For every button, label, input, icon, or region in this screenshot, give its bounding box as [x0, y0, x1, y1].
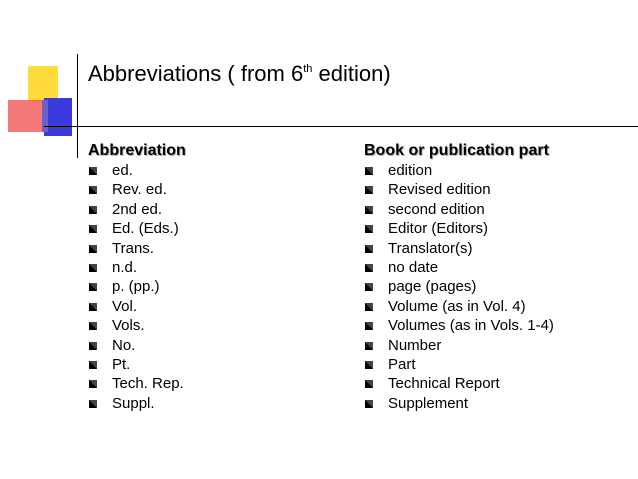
list-item [88, 316, 348, 335]
decorative-red-square [8, 100, 46, 132]
list-item [364, 316, 634, 335]
publication-part-heading: Book or publication part [364, 142, 549, 159]
list-item-text: Suppl. [112, 394, 155, 412]
square-bullet-icon [364, 341, 374, 351]
list-item-text: no date [388, 259, 439, 277]
list-item-text: Part [388, 356, 416, 374]
list-item-text: Tech. Rep. [112, 375, 184, 393]
square-bullet-icon [364, 185, 374, 195]
decorative-vertical-line [77, 54, 78, 158]
square-bullet-icon [88, 282, 98, 292]
title-text-after: edition) [312, 61, 391, 86]
list-item [88, 200, 348, 219]
list-item-text: Supplement [388, 394, 469, 412]
square-bullet-icon [88, 185, 98, 195]
square-bullet-icon [364, 360, 374, 370]
list-item [88, 355, 348, 374]
list-item [364, 336, 634, 355]
square-bullet-icon [364, 321, 374, 331]
title-divider-line [44, 126, 638, 127]
list-item-text: Technical Report [388, 375, 500, 393]
square-bullet-icon [88, 379, 98, 389]
list-item [364, 258, 634, 277]
list-item-text: Volumes (as in Vols. 1-4) [388, 317, 554, 335]
decorative-yellow-square [28, 66, 58, 102]
list-item-text: page (pages) [388, 278, 477, 296]
list-item-text: No. [112, 336, 136, 354]
square-bullet-icon [364, 244, 374, 254]
square-bullet-icon [88, 224, 98, 234]
list-item [88, 374, 348, 393]
list-item [364, 200, 634, 219]
list-item-text: Number [388, 336, 442, 354]
list-item [88, 297, 348, 316]
list-item-text: Ed. (Eds.) [112, 220, 179, 238]
square-bullet-icon [364, 282, 374, 292]
list-item [88, 180, 348, 199]
list-item [364, 277, 634, 296]
decorative-purple-strip [42, 100, 48, 132]
square-bullet-icon [88, 321, 98, 331]
decorative-blue-square [44, 98, 72, 136]
list-item [364, 355, 634, 374]
list-item [364, 297, 634, 316]
square-bullet-icon [88, 166, 98, 176]
list-item [364, 180, 634, 199]
list-item-text: n.d. [112, 259, 138, 277]
list-item [88, 336, 348, 355]
publication-part-list [364, 161, 634, 413]
list-item [88, 239, 348, 258]
square-bullet-icon [364, 263, 374, 273]
list-item-text: Editor (Editors) [388, 220, 489, 238]
list-item [364, 161, 634, 180]
list-item-text: Trans. [112, 239, 154, 257]
square-bullet-icon [364, 166, 374, 176]
list-item [364, 219, 634, 238]
list-item-text: second edition [388, 200, 485, 218]
list-item [88, 219, 348, 238]
list-item-text: Pt. [112, 356, 131, 374]
square-bullet-icon [364, 379, 374, 389]
list-item [88, 258, 348, 277]
square-bullet-icon [88, 399, 98, 409]
list-item-text: Vols. [112, 317, 145, 335]
title-superscript: th [303, 63, 313, 75]
square-bullet-icon [364, 399, 374, 409]
list-item-text: Translator(s) [388, 239, 473, 257]
slide-title [88, 60, 391, 88]
square-bullet-icon [364, 224, 374, 234]
square-bullet-icon [88, 341, 98, 351]
square-bullet-icon [88, 263, 98, 273]
list-item [364, 374, 634, 393]
publication-part-column [364, 141, 634, 413]
list-item [88, 161, 348, 180]
abbreviation-heading: Abbreviation [88, 142, 186, 159]
square-bullet-icon [88, 244, 98, 254]
list-item [364, 394, 634, 413]
list-item-text: Vol. [112, 297, 138, 315]
abbreviation-column [88, 141, 348, 413]
square-bullet-icon [88, 205, 98, 215]
list-item [88, 277, 348, 296]
list-item-text: edition [388, 162, 433, 179]
square-bullet-icon [364, 205, 374, 215]
square-bullet-icon [88, 360, 98, 370]
abbreviation-list [88, 161, 348, 413]
square-bullet-icon [364, 302, 374, 312]
list-item-text: Revised edition [388, 181, 491, 199]
list-item [364, 239, 634, 258]
list-item-text: Volume (as in Vol. 4) [388, 297, 526, 315]
list-item-text: ed. [112, 162, 133, 179]
list-item [88, 394, 348, 413]
list-item-text: Rev. ed. [112, 181, 167, 199]
square-bullet-icon [88, 302, 98, 312]
list-item-text: p. (pp.) [112, 278, 160, 296]
list-item-text: 2nd ed. [112, 200, 163, 218]
title-text-before: Abbreviations ( from 6 [88, 61, 304, 86]
